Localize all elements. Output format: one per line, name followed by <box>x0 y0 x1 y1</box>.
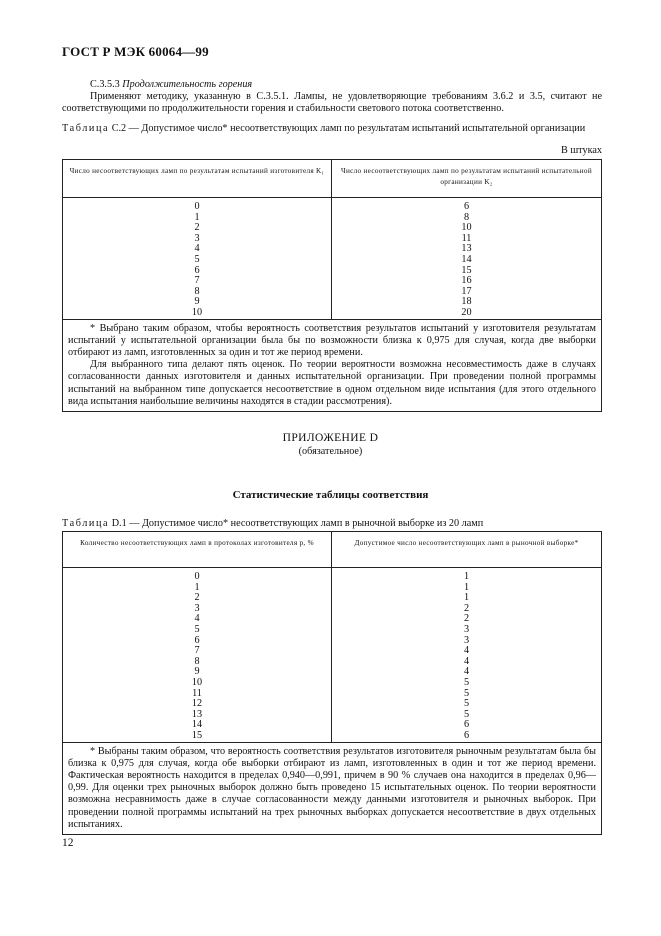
table-c2-caption-text: С.2 — Допустимое число* несоответствующих ламп по результатам испытаний испытательной организации <box>111 123 586 134</box>
table-cell: 5 <box>463 687 470 699</box>
table-cell: 5 <box>194 253 200 265</box>
table-d1-col2-values <box>332 568 602 743</box>
table-cell: 4 <box>194 243 200 255</box>
table-d1-caption-text: D.1 — Допустимое число* несоответствующих ламп в рыночной выборке из 20 ламп <box>111 518 484 529</box>
table-cell: 7 <box>194 645 200 657</box>
table-d1-col1-values <box>63 568 332 743</box>
table-cell: 5 <box>194 623 200 635</box>
table-c2 <box>62 159 602 412</box>
table-cell: 1 <box>194 581 200 593</box>
document-header-title: ГОСТ Р МЭК 60064—99 <box>62 44 209 59</box>
table-cell: 14 <box>191 719 203 731</box>
table-cell: 12 <box>191 698 203 710</box>
table-cell: 7 <box>194 275 200 287</box>
table-cell: 9 <box>194 296 200 308</box>
table-cell: 10 <box>191 306 203 318</box>
table-d1-caption <box>62 518 602 530</box>
table-c2-col1-header: Число несоответствующих ламп по результатам испытаний изготовителя K₁ <box>63 160 332 198</box>
table-c2-footnote-p2: Для выбранного типа делают пять оценок. По теории вероятности возможна несовместимость даже в случаях согласованности данных изготовителя и данных испытательной организации. При проведении полной программы испытаний на выбранном типе допускается несоответствие в одном отдельном виде испытания (для этого отдельного вида испытания наибольшие величины находятся в стадии рассмотрения). <box>68 359 596 407</box>
table-cell: 10 <box>461 222 472 234</box>
table-cell: 1 <box>463 571 470 582</box>
table-cell: 18 <box>461 296 472 308</box>
table-cell: 6 <box>463 201 470 212</box>
table-c2-footnote-p1: * Выбрано таким образом, чтобы вероятность соответствия результатов испытаний у изготовителя результатам испытаний у испытательной организации была бы по возможности близка к 0,975 для случая, когда две выборки отбирают из ламп, изготовленных за один и тот же период времени. <box>68 322 596 358</box>
table-cell: 11 <box>461 232 472 244</box>
table-d1-footnote-text: * Выбраны таким образом, что вероятность соответствия результатов изготовителя рыночным результатам была бы близка к 0,975 для случая, когда обе выборки отбирают из ламп, изготовленных в один и тот же период времени. Фактическая вероятность находится в пределах 0,940—0,991, причем в 90 % случаев она находится в пределах 0,96—0,99. Для оценки трех рыночных выборок должно быть проведено 15 испытательных оценок. По теории вероятности возможна несравнимость даже в случае согласованности между данными изготовителя и рыночных выборок. При проведении полной программы испытаний на трех рыночных выборках допускается несоответствие в двух отдельных испытаниях. <box>68 745 596 830</box>
table-cell: 1 <box>463 581 470 593</box>
table-cell: 3 <box>463 623 470 635</box>
table-cell: 15 <box>191 729 203 741</box>
table-cell: 0 <box>194 201 200 212</box>
section-body: Применяют методику, указанную в С.3.5.1. Лампы, не удовлетворяющие требованиям 3.6.2 и 3.5, считают не соответствующими по продолжительности горения и стабильности светового потока соответственно. <box>62 91 602 115</box>
table-cell: 9 <box>194 666 200 678</box>
table-cell: 13 <box>461 243 472 255</box>
table-cell: 2 <box>194 592 200 604</box>
table-d1-col2-header: Допустимое число несоответствующих ламп в рыночной выборке* <box>332 532 602 568</box>
table-cell: 4 <box>463 645 470 657</box>
section-heading <box>90 79 252 91</box>
section-title: Продолжительность горения <box>122 79 253 90</box>
appendix-heading: Статистические таблицы соответствия <box>232 489 429 501</box>
table-cell: 5 <box>463 698 470 710</box>
table-cell: 4 <box>463 655 470 667</box>
table-cell: 20 <box>461 306 472 318</box>
table-cell: 13 <box>191 708 203 720</box>
table-cell: 6 <box>194 634 200 646</box>
table-cell: 3 <box>194 232 200 244</box>
table-cell: 2 <box>194 222 200 234</box>
table-cell: 14 <box>461 253 472 265</box>
table-c2-col2-values <box>332 198 602 320</box>
table-cell: 6 <box>194 264 200 276</box>
table-cell: 8 <box>194 655 200 667</box>
table-cell: 3 <box>463 634 470 646</box>
section-number: С.3.5.3 <box>90 79 120 90</box>
table-cell: 2 <box>463 602 470 614</box>
table-c2-footnote <box>63 319 602 411</box>
table-cell: 8 <box>463 211 470 223</box>
table-cell: 6 <box>463 719 470 731</box>
table-cell: 10 <box>191 676 203 688</box>
table-cell: 4 <box>463 666 470 678</box>
table-d1 <box>62 531 602 835</box>
table-cell: 3 <box>194 602 200 614</box>
table-cell: 5 <box>463 676 470 688</box>
table-cell: 6 <box>463 729 470 741</box>
table-d1-footnote <box>63 742 602 834</box>
table-cell: 1 <box>194 211 200 223</box>
table-cell: 0 <box>194 571 200 582</box>
table-cell: 15 <box>461 264 472 276</box>
table-c2-label: Таблица <box>62 123 110 134</box>
table-cell: 5 <box>463 708 470 720</box>
table-cell: 2 <box>463 613 470 625</box>
table-c2-unit: В штуках <box>560 145 602 156</box>
table-cell: 1 <box>463 592 470 604</box>
appendix-subtitle: (обязательное) <box>298 446 363 457</box>
table-c2-col2-header: Число несоответствующих ламп по результатам испытаний испытательной организации K₂ <box>332 160 602 198</box>
table-c2-col1-values <box>63 198 332 320</box>
table-cell: 16 <box>461 275 472 287</box>
table-d1-col1-header: Количество несоответствующих ламп в протоколах изготовителя p, % <box>63 532 332 568</box>
table-d1-label: Таблица <box>62 518 110 529</box>
table-cell: 17 <box>461 285 472 297</box>
table-cell: 8 <box>194 285 200 297</box>
appendix-title: ПРИЛОЖЕНИЕ D <box>282 432 379 444</box>
table-cell: 4 <box>194 613 200 625</box>
page-number: 12 <box>62 837 74 849</box>
table-c2-caption <box>62 123 602 135</box>
table-cell: 11 <box>192 687 202 699</box>
